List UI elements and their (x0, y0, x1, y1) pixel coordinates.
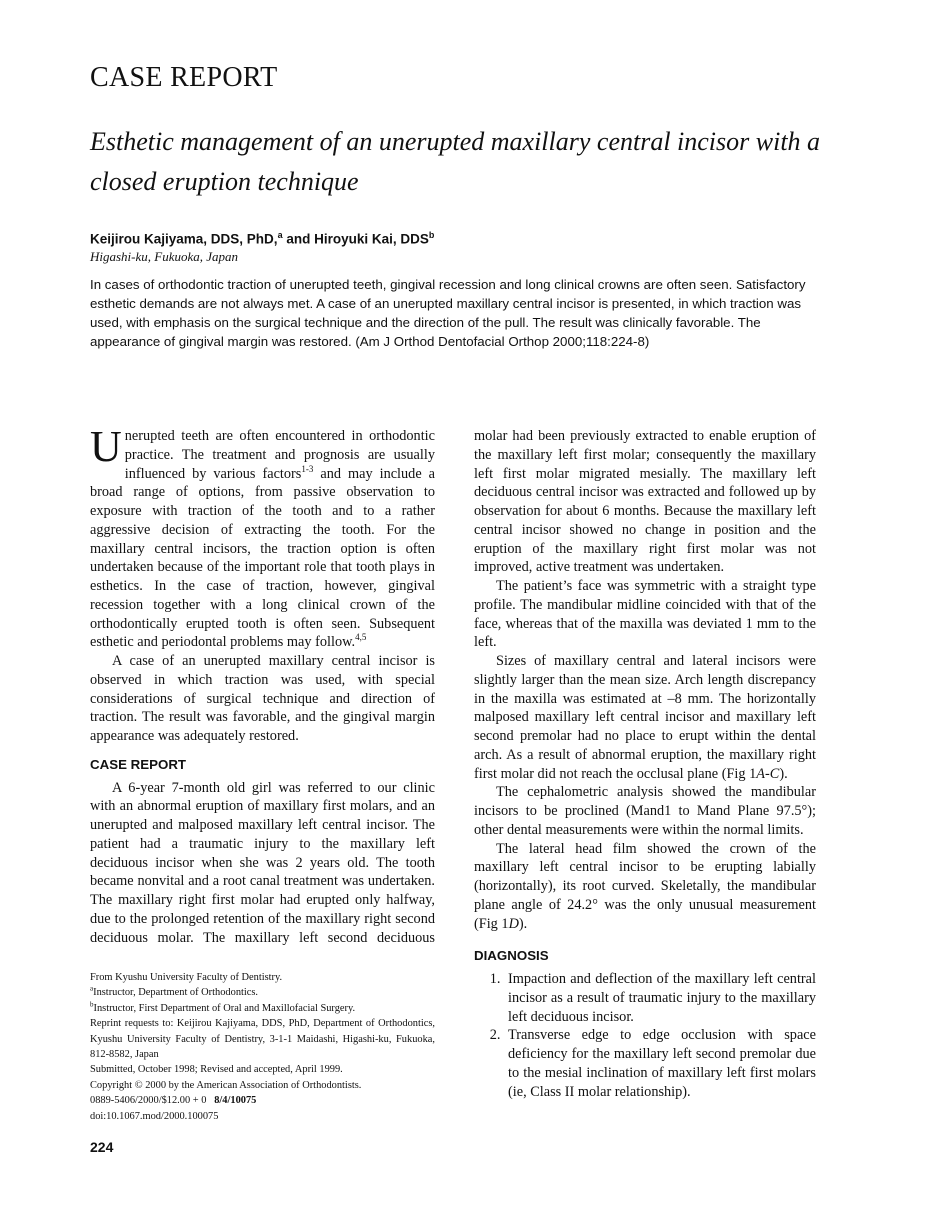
issn: 0889-5406/2000/$12.00 + 0 (90, 1095, 207, 1107)
author-1: Keijirou Kajiyama, DDS, PhD, (90, 231, 278, 247)
paragraph (90, 422, 436, 652)
authors (90, 230, 434, 247)
affiliation-mark: a (277, 230, 283, 240)
paragraph-continued: molar had been previously extracted to enable eruption of the maxillary left first molar; consequently the maxillary left first molar migrated mesially. The maxillary left deciduous central incisor was extracted and followed up by observation for about 6 months. Because the maxillary left central incisor showed no change in position and the eruption of the maxillary right first molar was not improved, active treatment was undertaken. (474, 428, 816, 576)
figure-ref: A-C (756, 765, 780, 782)
paragraph: A case of an unerupted maxillary central incisor is observed in which traction was used, with special considerations of surgical technique and direction of traction. The result was favorable, and the gingival margin appearance was adequately restored. (90, 653, 435, 744)
footnote (90, 1001, 435, 1016)
citation: 1-3 (301, 463, 314, 474)
mark: b (90, 1000, 94, 1009)
diagnosis-list (474, 970, 816, 1101)
text: and may include a broad range of options, from passive observation to exposure with traction of the tooth and to a rather aggressive decision of extracting the tooth. For the maxillary central incisors, the traction option is often undertaken because of the important role that tooth plays in esthetics. In the case of traction, however, gingival recession together with a long clinical crown of the orthodontically erupted tooth is often seen. Subsequent esthetic and periodontal problems may follow. (90, 465, 436, 651)
left-column (90, 422, 436, 947)
paragraph (474, 652, 816, 783)
drop-cap: U (90, 422, 122, 471)
text: Instructor, Department of Orthodontics. (93, 987, 259, 999)
mark: a (90, 984, 94, 993)
list-item: 1. Impaction and deflection of the maxillary left central incisor as a result of traumatic injury to the maxillary left deciduous incisor. (504, 970, 816, 1026)
author-2: and Hiroyuki Kai, DDS (282, 231, 429, 247)
footnote: From Kyushu University Faculty of Dentistry. (90, 972, 283, 983)
paragraph: The patient’s face was symmetric with a straight type profile. The mandibular midline coincided with that of the face, whereas that of the maxilla was deviated 1 mm to the left. (474, 578, 816, 651)
list-item: 2. Transverse edge to edge occlusion with space deficiency for the maxillary left second premolar due to the mesial inclination of maxillary left first molars (ie, Class II molar relationship). (504, 1026, 816, 1101)
text: nerupted teeth are often encountered in orthodontic practice. The treatment and prognosis are usually influenced by various factors (124, 428, 435, 482)
citation: 4,5 (355, 632, 367, 643)
footnote: Copyright © 2000 by the American Association of Orthodontists. (90, 1079, 362, 1091)
paragraph: The cephalometric analysis showed the mandibular incisors to be proclined (Mand1 to Mand Plane 97.5°); other dental measurements were within the normal limits. (474, 784, 816, 838)
page-number: 224 (90, 1139, 114, 1156)
footnote (90, 985, 435, 1000)
paragraph (474, 840, 816, 934)
case-report-heading: CASE REPORT (90, 756, 187, 772)
text: ). (779, 765, 788, 782)
footnotes (90, 970, 435, 1124)
paragraph: A 6-year 7-month old girl was referred to our clinic with an abnormal eruption of maxillary first molars, and an unerupted and malposed maxillary left central incisor. The patient had a traumatic injury to the maxillary left deciduous incisor when she was 2 years old. The tooth became nonvital and a root canal treatment was undertaken. The maxillary right first molar had erupted only halfway, due to the prolonged retention of the maxillary right second deciduous molar. The maxillary left second deciduous (90, 779, 435, 946)
right-column (474, 427, 816, 1101)
bottom-matter (90, 970, 435, 1156)
affiliation-mark: b (428, 230, 435, 240)
text: The lateral head film showed the crown of the maxillary left central incisor to be erupting labially (horizontally), its root curved. Skeletally, the mandibular plane angle of 24.2° was the only unusual measurement (Fig 1 (474, 840, 816, 932)
footnote: Submitted, October 1998; Revised and accepted, April 1999. (90, 1064, 343, 1076)
diagnosis-heading: DIAGNOSIS (474, 948, 549, 964)
doi: doi:10.1067.mod/2000.100075 (90, 1110, 219, 1122)
abstract: In cases of orthodontic traction of unerupted teeth, gingival recession and long clinical crowns are often seen. Satisfactory esthetic demands are not always met. A case of an unerupted maxillary central incisor is presented, in which traction was used, with emphasis on the surgical technique and the direction of the pull. The result was clinically favorable. The appearance of gingival margin was restored. (Am J Orthod Dentofacial Orthop 2000;118:224-8) (90, 277, 806, 349)
section-heading: CASE REPORT (90, 62, 278, 93)
article-title: Esthetic management of an unerupted maxillary central incisor with a closed eruption technique (90, 127, 821, 196)
code: 8/4/10075 (214, 1095, 257, 1107)
text: Sizes of maxillary central and lateral incisors were slightly larger than the mean size. Arch length discrepancy in the maxilla was estimated at –8 mm. The horizontally malposed maxillary left central incisor and maxillary left second premolar had no place to erupt within the dental arch. As a result of abnormal eruption, the maxillary right first molar did not reach the occlusal plane (Fig 1 (474, 653, 816, 782)
text: ). (518, 915, 528, 932)
text: Instructor, First Department of Oral and Maxillofacial Surgery. (93, 1002, 356, 1014)
figure-ref: D (508, 915, 519, 932)
footnote (90, 1093, 435, 1108)
location: Higashi-ku, Fukuoka, Japan (90, 249, 239, 264)
footnote: Reprint requests to: Keijirou Kajiyama, DDS, PhD, Department of Orthodontics, Kyushu University Faculty of Dentistry, 3-1-1 Maidashi, Higashi-ku, Fukuoka, 812-8582, Japan (90, 1018, 435, 1061)
